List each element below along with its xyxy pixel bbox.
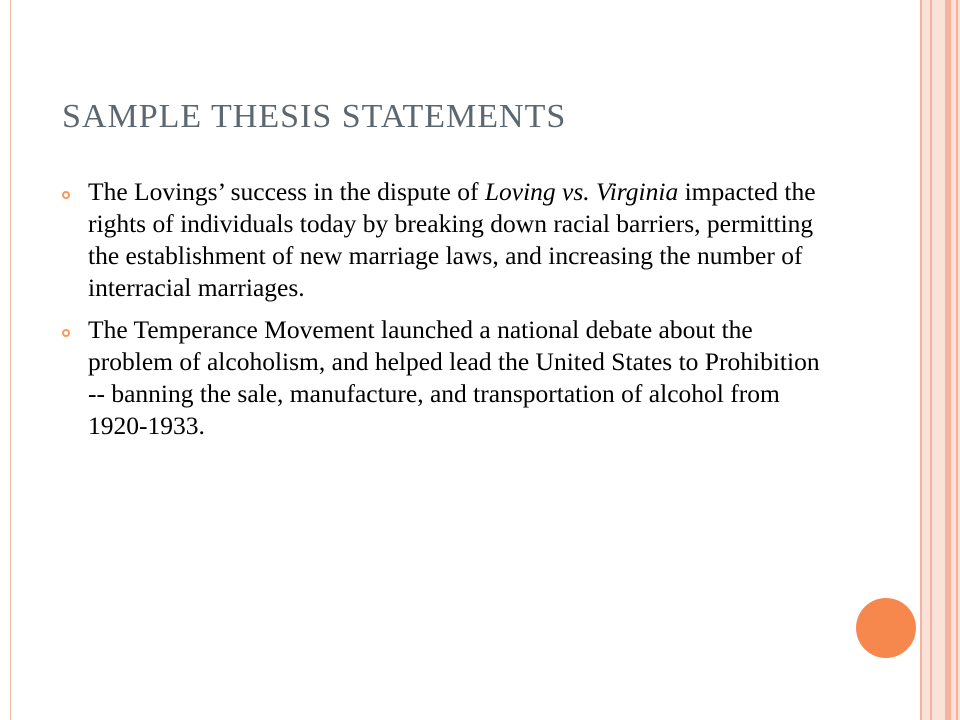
bullet-circle-icon: [62, 191, 70, 199]
bullet-text: The Lovings’ success in the dispute of: [88, 177, 485, 206]
bullet-item-temperance: [62, 314, 822, 442]
slide-title: SAMPLE THESIS STATEMENTS: [62, 98, 567, 135]
bullet-text: impacted the rights of individuals today by breaking down racial barriers, permitting the establishment of new marriage laws, and increasing the number of interracial marriages.: [88, 177, 816, 302]
bullet-item-lovings: [62, 176, 822, 304]
decorative-circle: [856, 598, 916, 658]
decorative-stripe: [945, 0, 951, 720]
bullet-text: The Temperance Movement launched a national debate about the problem of alcoholism, and helped lead the United States to Prohibition -- banning the sale, manufacture, and transportation of alcohol from 1920-1933.: [88, 315, 820, 440]
bullet-circle-icon: [62, 329, 70, 337]
case-name: Loving vs. Virginia: [484, 177, 679, 206]
right-decorative-band: [920, 0, 960, 720]
decorative-stripe: [930, 0, 932, 720]
decorative-stripe: [920, 0, 922, 720]
decorative-stripe: [956, 0, 958, 720]
bullet-list: [62, 176, 822, 452]
